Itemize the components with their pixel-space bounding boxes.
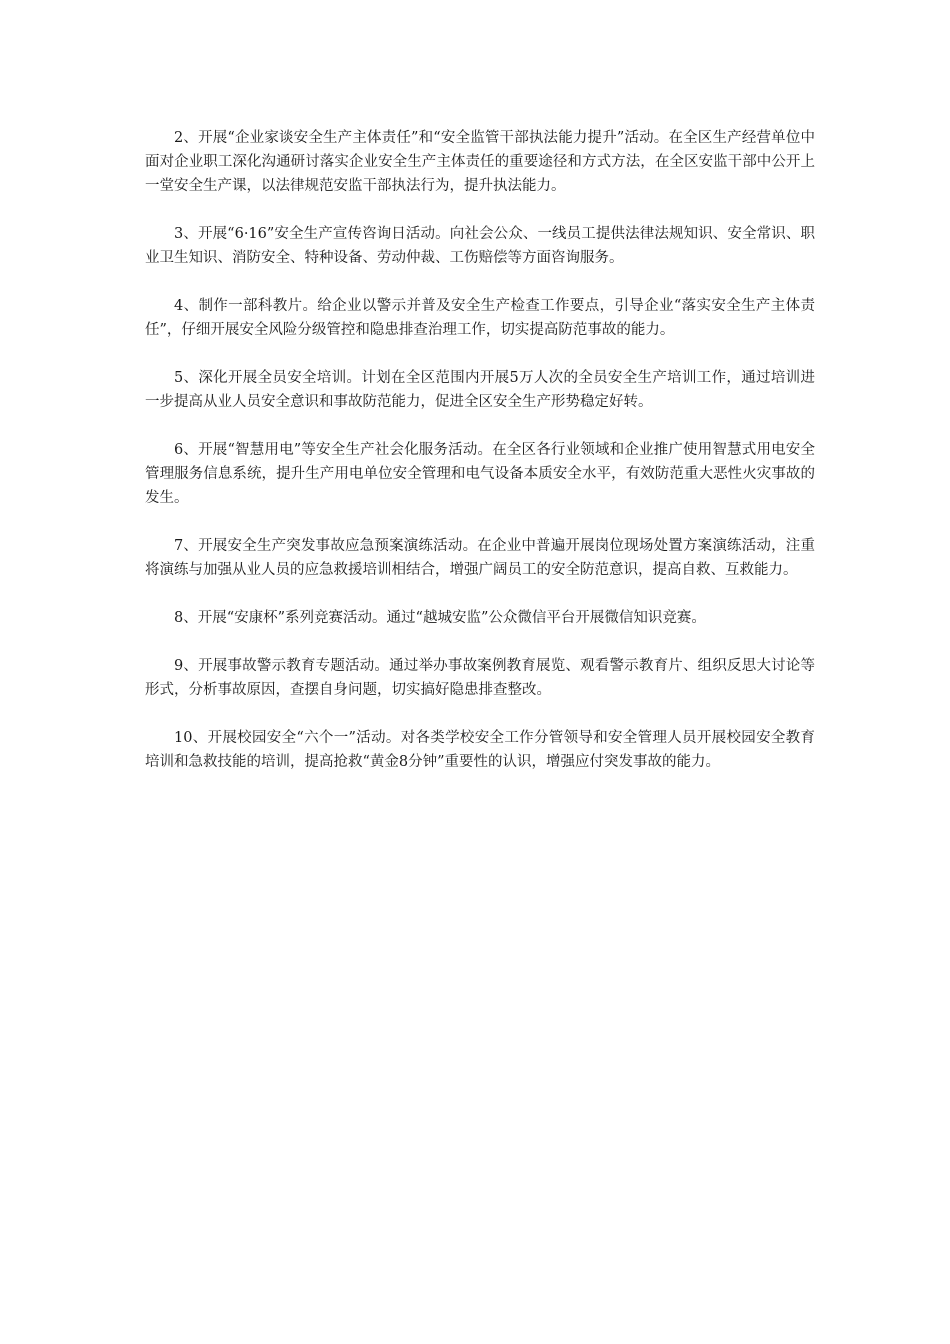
paragraph-item-7: 7、开展安全生产突发事故应急预案演练活动。在企业中普遍开展岗位现场处置方案演练活动，注重将演练与加强从业人员的应急救援培训相结合，增强广阔员工的安全防范意识，提高自救、互救能力。 <box>145 538 815 578</box>
paragraph-item-9: 9、开展事故警示教育专题活动。通过举办事故案例教育展览、观看警示教育片、组织反思大讨论等形式，分析事故原因，查摆自身问题，切实搞好隐患排查整改。 <box>145 658 815 698</box>
paragraph-item-8: 8、开展“安康杯”系列竞赛活动。通过“越城安监”公众微信平台开展微信知识竞赛。 <box>174 610 706 626</box>
paragraph-item-4: 4、制作一部科教片。给企业以警示并普及安全生产检查工作要点，引导企业“落实安全生产主体责任”，仔细开展安全风险分级管控和隐患排查治理工作，切实提高防范事故的能力。 <box>145 298 815 338</box>
paragraph-item-5: 5、深化开展全员安全培训。计划在全区范围内开展5万人次的全员安全生产培训工作，通过培训进一步提高从业人员安全意识和事故防范能力，促进全区安全生产形势稳定好转。 <box>145 370 815 410</box>
paragraph-item-10: 10、开展校园安全“六个一”活动。对各类学校安全工作分管领导和安全管理人员开展校园安全教育培训和急救技能的培训，提高抢救“黄金8分钟”重要性的认识，增强应付突发事故的能力。 <box>145 730 815 770</box>
paragraph-item-3: 3、开展“6·16”安全生产宣传咨询日活动。向社会公众、一线员工提供法律法规知识、安全常识、职业卫生知识、消防安全、特种设备、劳动仲裁、工伤赔偿等方面咨询服务。 <box>145 226 815 266</box>
paragraph-item-6: 6、开展“智慧用电”等安全生产社会化服务活动。在全区各行业领域和企业推广使用智慧式用电安全管理服务信息系统，提升生产用电单位安全管理和电气设备本质安全水平，有效防范重大恶性火灾事故的发生。 <box>145 442 815 506</box>
paragraph-item-2: 2、开展“企业家谈安全生产主体责任”和“安全监管干部执法能力提升”活动。在全区生产经营单位中面对企业职工深化沟通研讨落实企业安全生产主体责任的重要途径和方式方法，在全区安监干部中公开上一堂安全生产课，以法律规范安监干部执法行为，提升执法能力。 <box>145 130 815 194</box>
document-body <box>145 126 815 798</box>
